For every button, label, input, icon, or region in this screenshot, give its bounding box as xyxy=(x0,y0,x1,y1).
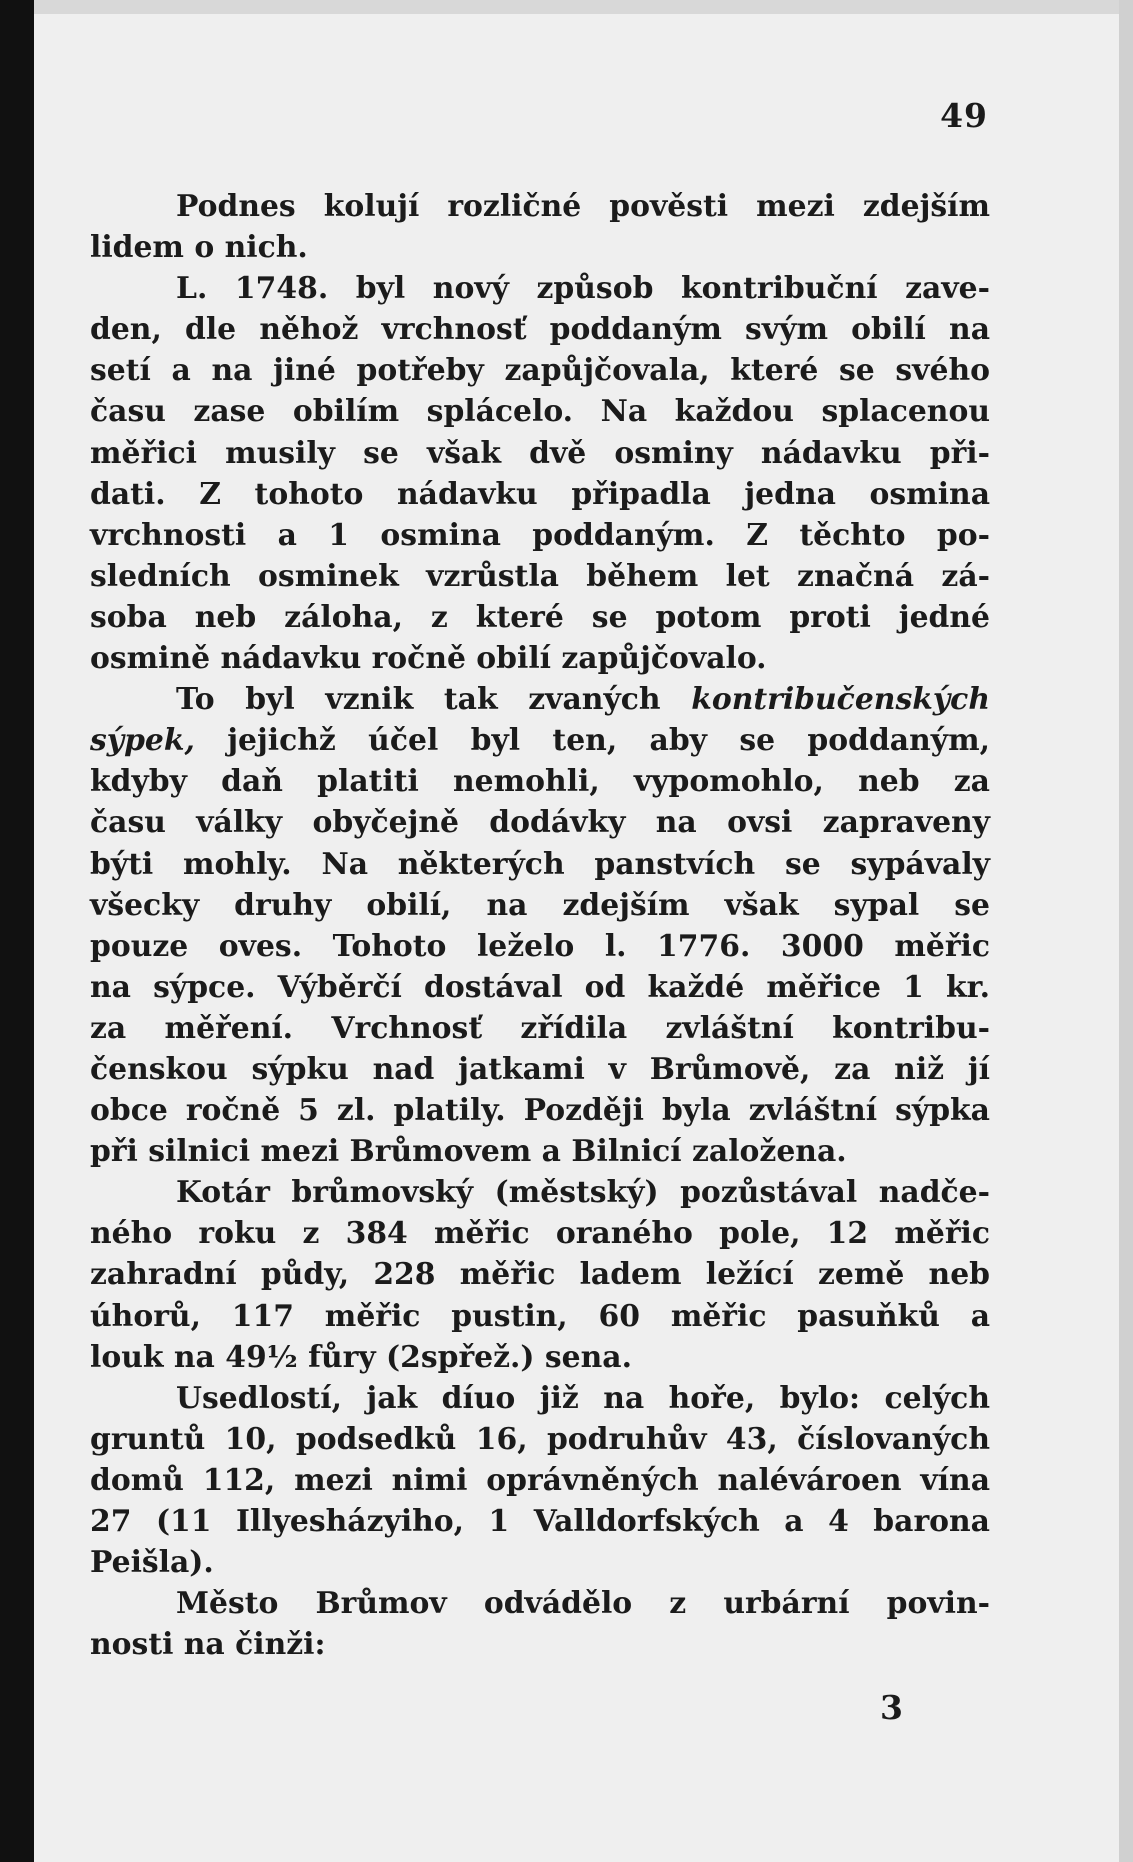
text-line: lidem o nich. xyxy=(90,230,308,266)
text-line: na sýpce. Výběrčí dostával od každé měřice 1 kr. xyxy=(90,969,990,1005)
text-line: Peišla). xyxy=(90,1545,214,1581)
text-line: všecky druhy obilí, na zdejším však sypal se xyxy=(90,887,990,923)
text-line: osmině nádavku ročně obilí zapůjčovalo. xyxy=(90,641,767,677)
text-line: gruntů 10, podsedků 16, podruhův 43, číslovaných xyxy=(90,1421,990,1457)
text-line: obce ročně 5 zl. platily. Později byla zvláštní sýpka xyxy=(90,1093,990,1129)
text-line: času války obyčejně dodávky na ovsi zapraveny xyxy=(90,805,990,841)
text-line: úhorů, 117 měřic pustin, 60 měřic pasuňků a xyxy=(90,1298,990,1334)
text-line: den, dle něhož vrchnosť poddaným svým obilí na xyxy=(90,312,990,348)
text-line: dati. Z tohoto nádavku připadla jedna osmina xyxy=(90,476,990,512)
text-line: ného roku z 384 měřic oraného pole, 12 měřic xyxy=(90,1216,990,1252)
text-line: kdyby daň platiti nemohli, vypomohlo, neb za xyxy=(90,764,990,800)
text-segment: To byl vznik tak zvaných xyxy=(176,682,692,718)
text-line: pouze oves. Tohoto leželo l. 1776. 3000 měřic xyxy=(90,928,990,964)
text-line: býti mohly. Na některých panstvích se sypávaly xyxy=(90,846,990,882)
text-line: vrchnosti a 1 osmina poddaným. Z těchto po- xyxy=(90,517,990,553)
text-line: za měření. Vrchnosť zřídila zvláštní kontribu- xyxy=(90,1010,990,1046)
text-line: 27 (11 Illyesházyiho, 1 Valldorfských a 4 barona xyxy=(90,1504,990,1539)
scan-right-edge xyxy=(1119,0,1133,1862)
text-line: Usedlostí, jak díuo již na hoře, bylo: celých xyxy=(176,1380,990,1416)
text-line: soba neb záloha, z které se potom proti jedné xyxy=(90,599,990,635)
text-line: zahradní půdy, 228 měřic ladem ležící země neb xyxy=(90,1257,990,1293)
text-line: sledních osminek vzrůstla během let značná zá- xyxy=(90,558,990,594)
book-page xyxy=(90,0,990,1862)
scan-left-edge xyxy=(0,0,34,1862)
text-line: domů 112, mezi nimi oprávněných nalévároen vína xyxy=(90,1462,990,1498)
text-line xyxy=(90,720,990,761)
text-line: setí a na jiné potřeby zapůjčovala, které se svého xyxy=(90,353,990,389)
page-number: 49 xyxy=(940,96,988,135)
text-line: L. 1748. byl nový způsob kontribuční zave- xyxy=(176,271,990,307)
italic-term: sýpek, xyxy=(90,723,195,759)
text-line: času zase obilím splácelo. Na každou splacenou xyxy=(90,394,990,430)
body-text xyxy=(90,186,990,1665)
text-line: louk na 49½ fůry (2spřež.) sena. xyxy=(90,1339,632,1375)
signature-mark: 3 xyxy=(880,1688,903,1727)
text-segment: jejichž účel byl ten, aby se poddaným, xyxy=(194,723,990,759)
text-line xyxy=(90,679,990,720)
text-line: nosti na činži: xyxy=(90,1627,326,1663)
text-line: při silnici mezi Brůmovem a Bilnicí založena. xyxy=(90,1134,847,1170)
text-line: měřici musily se však dvě osminy nádavku při- xyxy=(90,435,990,471)
text-line: Podnes kolují rozličné pověsti mezi zdejším xyxy=(176,189,990,224)
text-line: čenskou sýpku nad jatkami v Brůmově, za niž jí xyxy=(90,1051,990,1087)
italic-term: kontribučenských xyxy=(691,682,990,718)
text-line: Město Brůmov odvádělo z urbární povin- xyxy=(176,1586,990,1622)
text-line: Kotár brůmovský (městský) pozůstával nadče- xyxy=(176,1175,990,1211)
